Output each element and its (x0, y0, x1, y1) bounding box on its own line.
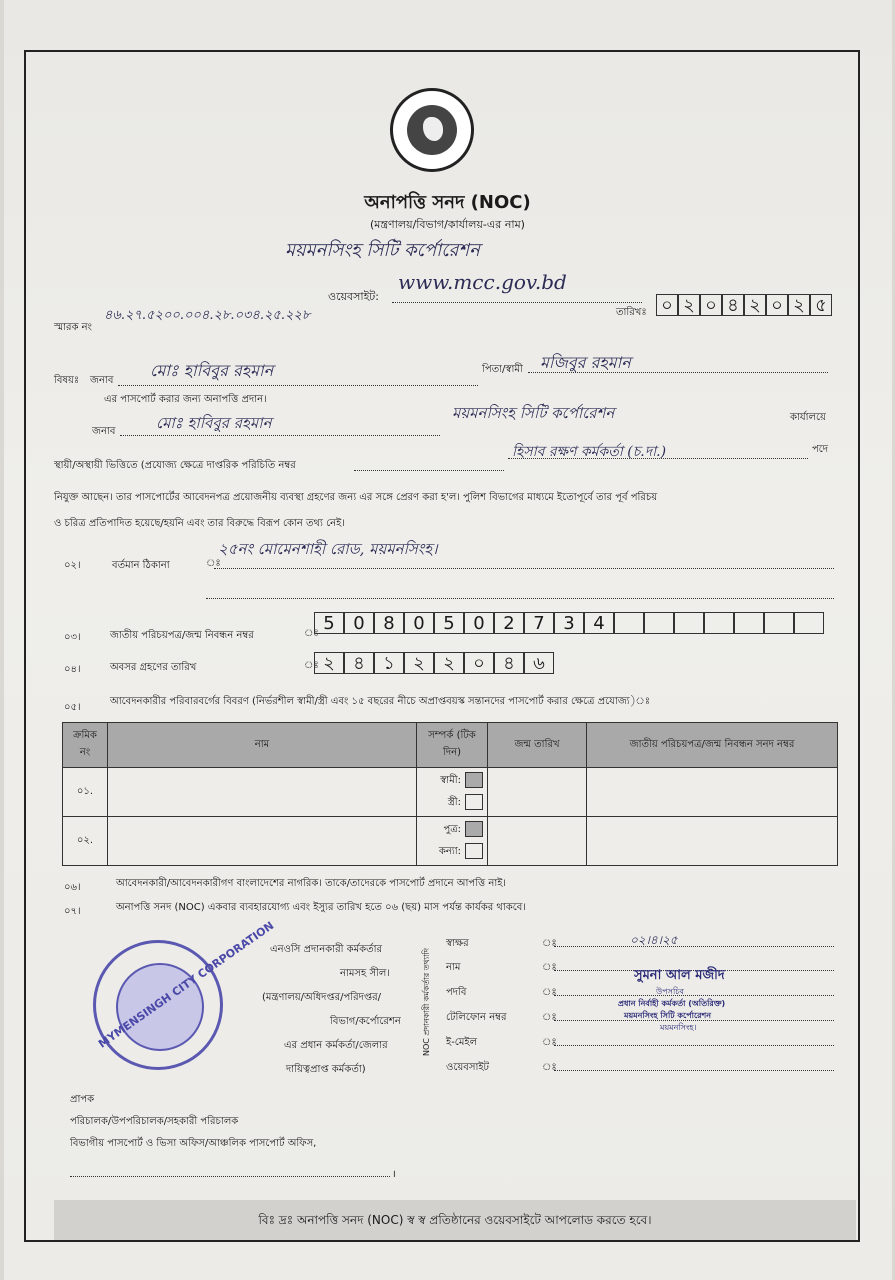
document-title: অনাপত্তি সনদ (NOC) (364, 192, 531, 213)
date-boxes: ০ ২ ০ ৪ ২ ০ ২ ৫ (656, 294, 832, 316)
nid-boxes: 5 0 8 0 5 0 2 7 3 4 (314, 612, 824, 634)
family-table: ক্রমিক নং নাম সম্পর্ক (টিক দিন) জন্ম তারিখ জাতীয় পরিচয়পত্র/জন্ম নিবন্ধন সনদ নম্বর ০১. স্বামী: স্ত্রী: ০২. পুত্র: কন্যা: (62, 722, 838, 866)
subject-label: বিষয়ঃ (54, 375, 80, 386)
present-address: ২৫নং মোমেনশাহী রোড, ময়মনসিংহ। (218, 540, 438, 558)
father-label: পিতা/স্বামী (482, 364, 523, 375)
father-name: মজিবুর রহমান (540, 353, 631, 372)
date-label: তারিখঃ (616, 307, 647, 318)
janab-label: জনাব (90, 375, 114, 386)
office-name: ময়মনসিংহ সিটি কর্পোরেশন (285, 240, 480, 261)
government-emblem (390, 88, 474, 172)
vertical-label: NOC প্রদানকারী কর্মকর্তার তথ্যাদি (422, 947, 431, 1057)
table-row: ০১. স্বামী: স্ত্রী: (63, 768, 838, 817)
applicant-name: মোঃ হাবিবুর রহমান (150, 361, 274, 380)
memo-value: ৪৬.২৭.৫২০০.০০৪.২৮.০৩৪.২৫.২২৮ (104, 308, 311, 323)
table-row: ০২. পুত্র: কন্যা: (63, 817, 838, 866)
retirement-date-boxes: ২ ৪ ১ ২ ২ ০ ৪ ৬ (314, 652, 554, 674)
document-subtitle: (মন্ত্রণালয়/বিভাগ/কার্যালয়-এর নাম) (370, 218, 525, 231)
footer-note: বিঃ দ্রঃ অনাপত্তি সনদ (NOC) স্ব স্ব প্রতিষ্ঠানের ওয়েবসাইটে আপলোড করতে হবে। (54, 1200, 856, 1240)
website-label: ওয়েবসাইট: (328, 290, 379, 303)
officer-name: সুমনা আল মজীদ (634, 968, 725, 983)
website-value: www.mcc.gov.bd (398, 270, 567, 294)
para-office: ময়মনসিংহ সিটি কর্পোরেশন (452, 404, 615, 422)
signature-date: ০২।৪।২৫ (630, 933, 678, 947)
stamp-text: MYMENSINGH CITY CORPORATION (96, 919, 277, 1051)
para-applicant-name: মোঃ হাবিবুর রহমান (156, 414, 272, 432)
memo-label: স্মারক নং (54, 322, 92, 333)
subject-tail: এর পাসপোর্ট করার জন্য অনাপত্তি প্রদান। (104, 394, 267, 405)
para-designation: হিসাব রক্ষণ কর্মকর্তা (চ.দা.) (512, 444, 667, 460)
